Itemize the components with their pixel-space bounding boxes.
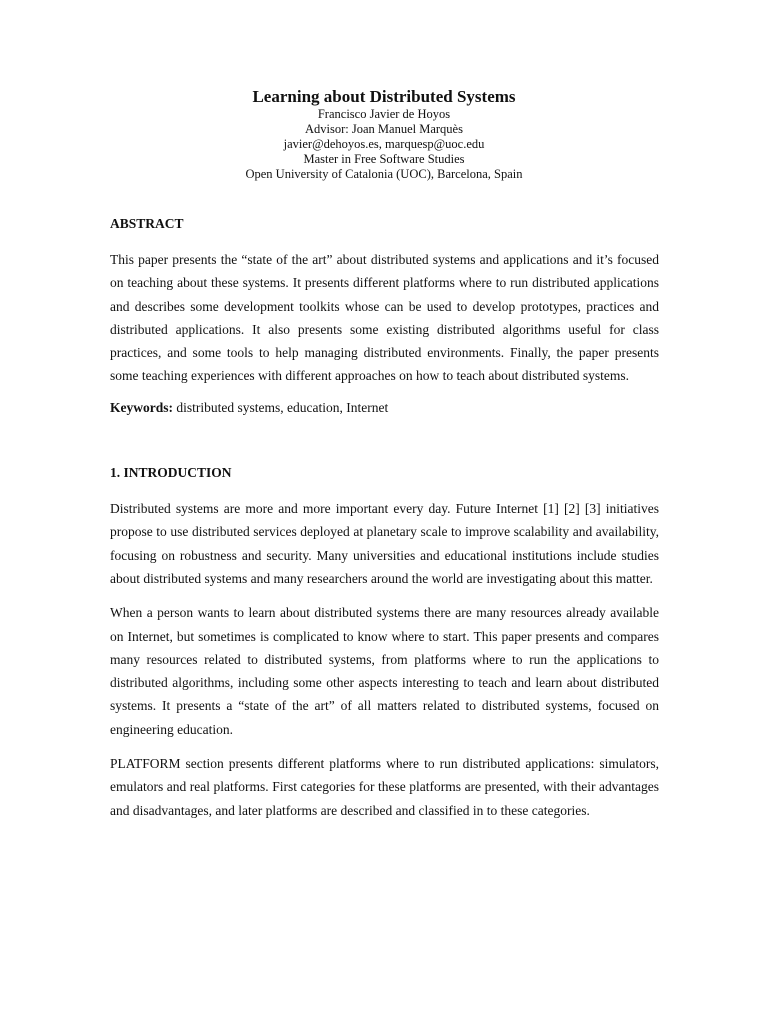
introduction-heading: 1. INTRODUCTION bbox=[110, 465, 232, 481]
keywords-text: distributed systems, education, Internet bbox=[173, 399, 389, 415]
intro-paragraph-2: When a person wants to learn about distributed systems there are many resources already available on Internet, but sometimes is complicated to know where to start. This paper presents and compares many resources related to distributed systems, from platforms where to run the applications to distributed algorithms, including some other aspects interesting to teach and learn about distributed systems. It presents a “state of the art” of all matters related to distributed systems, focused on engineering education. bbox=[110, 605, 659, 737]
advisor-line: Advisor: Joan Manuel Marquès bbox=[305, 122, 463, 136]
intro-paragraph-3: PLATFORM section presents different platforms where to run distributed applications: simulators, emulators and real platforms. First categories for these platforms are presented, with their advantages and disadvantages, and later platforms are described and classified in to these categories. bbox=[110, 756, 659, 818]
paper-title: Learning about Distributed Systems bbox=[252, 87, 516, 106]
keywords-line bbox=[110, 396, 659, 419]
abstract-text: This paper presents the “state of the art” about distributed systems and applications and it’s focused on teaching about these systems. It presents different platforms where to run distributed applications and describes some development toolkits whose can be used to develop prototypes, practices and distributed applications. It also presents some existing distributed algorithms useful for class practices, and some tools to help managing distributed environments. Finally, the paper presents some teaching experiences with different approaches on how to teach about distributed systems. bbox=[110, 252, 659, 384]
intro-paragraph-1: Distributed systems are more and more important every day. Future Internet [1] [2] [3] initiatives propose to use distributed services deployed at planetary scale to improve scalability and availability, focusing on robustness and security. Many universities and educational institutions include studies about distributed systems and many researchers around the world are investigating about this matter. bbox=[110, 501, 659, 586]
title-block bbox=[0, 87, 768, 182]
institution-line: Open University of Catalonia (UOC), Barcelona, Spain bbox=[245, 167, 523, 181]
program-line: Master in Free Software Studies bbox=[303, 152, 465, 166]
paper-body bbox=[110, 214, 659, 833]
email-line: javier@dehoyos.es, marquesp@uoc.edu bbox=[283, 137, 485, 151]
abstract-heading: ABSTRACT bbox=[110, 216, 184, 231]
keywords-label: Keywords: bbox=[110, 399, 173, 415]
author-name: Francisco Javier de Hoyos bbox=[317, 107, 451, 121]
